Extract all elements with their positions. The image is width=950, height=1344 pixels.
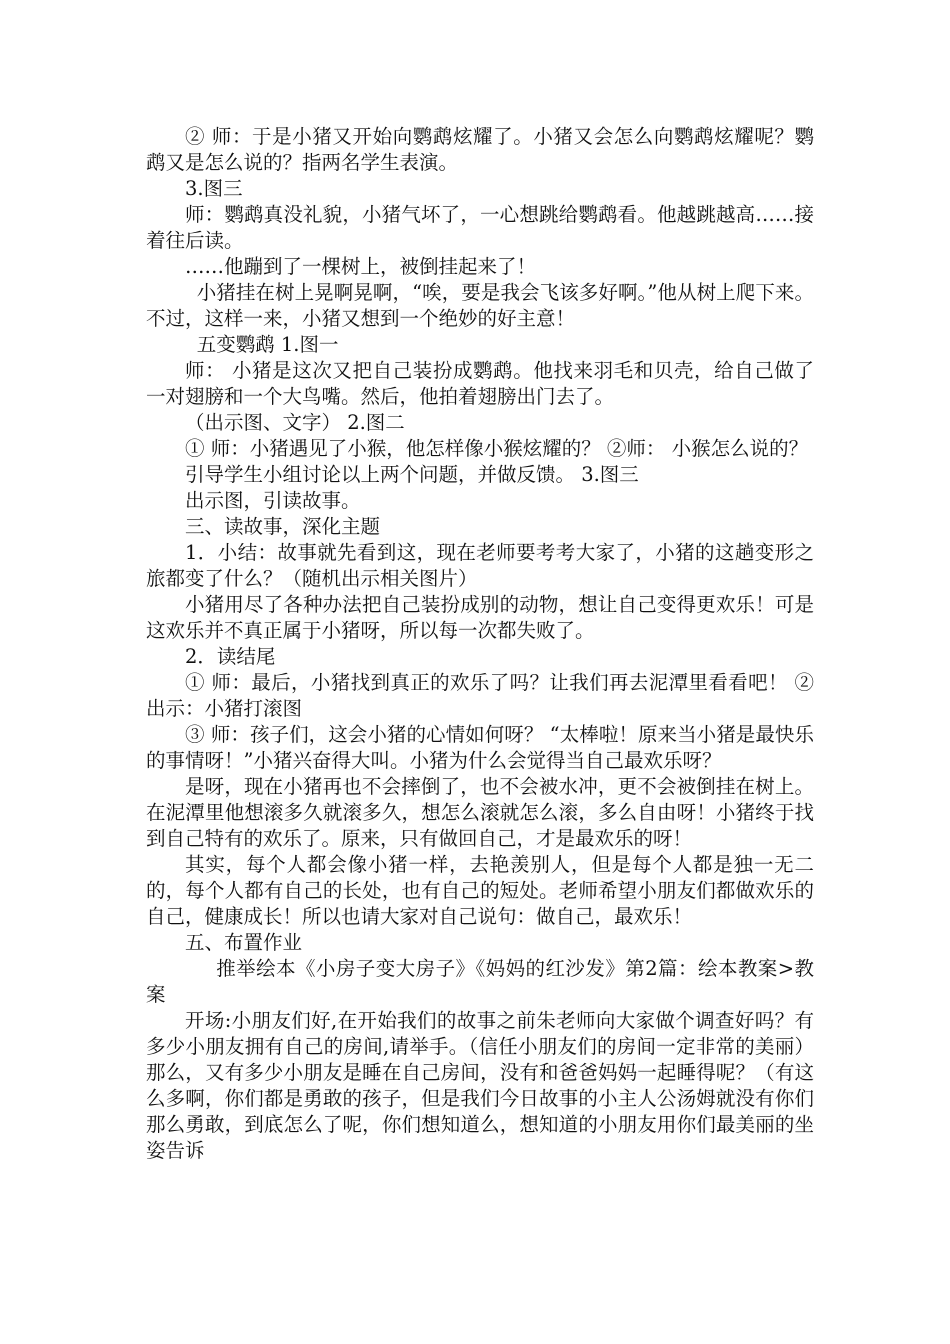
paragraph: 其实，每个人都会像小猪一样，去艳羡别人，但是每个人都是独一无二的，每个人都有自己的长处，也有自己的短处。老师希望小朋友们都做欢乐的自己，健康成长！所以也请大家对自己说句：做自己，最欢乐！ (146, 853, 814, 928)
paragraph: 师： 小猪是这次又把自己装扮成鹦鹉。他找来羽毛和贝壳，给自己做了一对翅膀和一个大鸟嘴。然后，他拍着翅膀出门去了。 (146, 359, 814, 408)
paragraph: 出示图，引读故事。 (185, 489, 361, 512)
paragraph: ③ 师：孩子们，这会小猪的心情如何呀？ “太棒啦！原来当小猪是最快乐的事情呀！”小猪兴奋得大叫。小猪为什么会觉得当自己最欢乐呀？ (146, 723, 814, 772)
paragraph: 小猪用尽了各种办法把自己装扮成别的动物，想让自己变得更欢乐！可是这欢乐并不真正属于小猪呀，所以每一次都失败了。 (146, 593, 814, 642)
paragraph: 2．读结尾 (185, 645, 276, 668)
paragraph: 推举绘本《小房子变大房子》《妈妈的红沙发》第2篇：绘本教案>教案 (146, 957, 814, 1006)
section-heading: 五、布置作业 (185, 931, 303, 954)
paragraph: ……他蹦到了一棵树上，被倒挂起来了！ (185, 255, 537, 278)
paragraph: 1．小结：故事就先看到这，现在老师要考考大家了，小猪的这趟变形之旅都变了什么？（随机出示相关图片） (146, 541, 814, 590)
document-body (146, 124, 814, 1164)
paragraph: 小猪挂在树上晃啊晃啊，“唉，要是我会飞该多好啊。”他从树上爬下来。不过，这样一来，小猪又想到一个绝妙的好主意！ (146, 281, 814, 330)
paragraph: （出示图、文字） 2.图二 (185, 411, 405, 434)
paragraph: 3.图三 (185, 177, 243, 200)
paragraph: 师：鹦鹉真没礼貌，小猪气坏了，一心想跳给鹦鹉看。他越跳越高……接着往后读。 (146, 203, 814, 252)
paragraph: 引导学生小组讨论以上两个问题，并做反馈。 3.图三 (185, 463, 639, 486)
paragraph: ① 师：最后，小猪找到真正的欢乐了吗？让我们再去泥潭里看看吧！ ②出示：小猪打滚图 (146, 671, 814, 720)
section-heading: 三、读故事，深化主题 (185, 515, 381, 538)
paragraph: ① 师：小猪遇见了小猴，他怎样像小猴炫耀的？ ②师： 小猴怎么说的？ (185, 437, 809, 460)
paragraph: ② 师：于是小猪又开始向鹦鹉炫耀了。小猪又会怎么向鹦鹉炫耀呢？鹦鹉又是怎么说的？指两名学生表演。 (146, 125, 814, 174)
paragraph: 开场:小朋友们好,在开始我们的故事之前朱老师向大家做个调查好吗？有多少小朋友拥有自己的房间,请举手。（信任小朋友们的房间一定非常的美丽）那么，又有多少小朋友是睡在自己房间，没有和爸爸妈妈一起睡得呢？（有这么多啊，你们都是勇敢的孩子，但是我们今日故事的小主人公汤姆就没有你们那么勇敢，到底怎么了呢，你们想知道么，想知道的小朋友用你们最美丽的坐姿告诉 (146, 1009, 814, 1162)
paragraph: 是呀，现在小猪再也不会摔倒了，也不会被水冲，更不会被倒挂在树上。在泥潭里他想滚多久就滚多久，想怎么滚就怎么滚，多么自由呀！小猪终于找到自己特有的欢乐了。原来，只有做回自己，才是最欢乐的呀！ (146, 775, 814, 850)
paragraph: 五变鹦鹉 1.图一 (196, 333, 339, 356)
